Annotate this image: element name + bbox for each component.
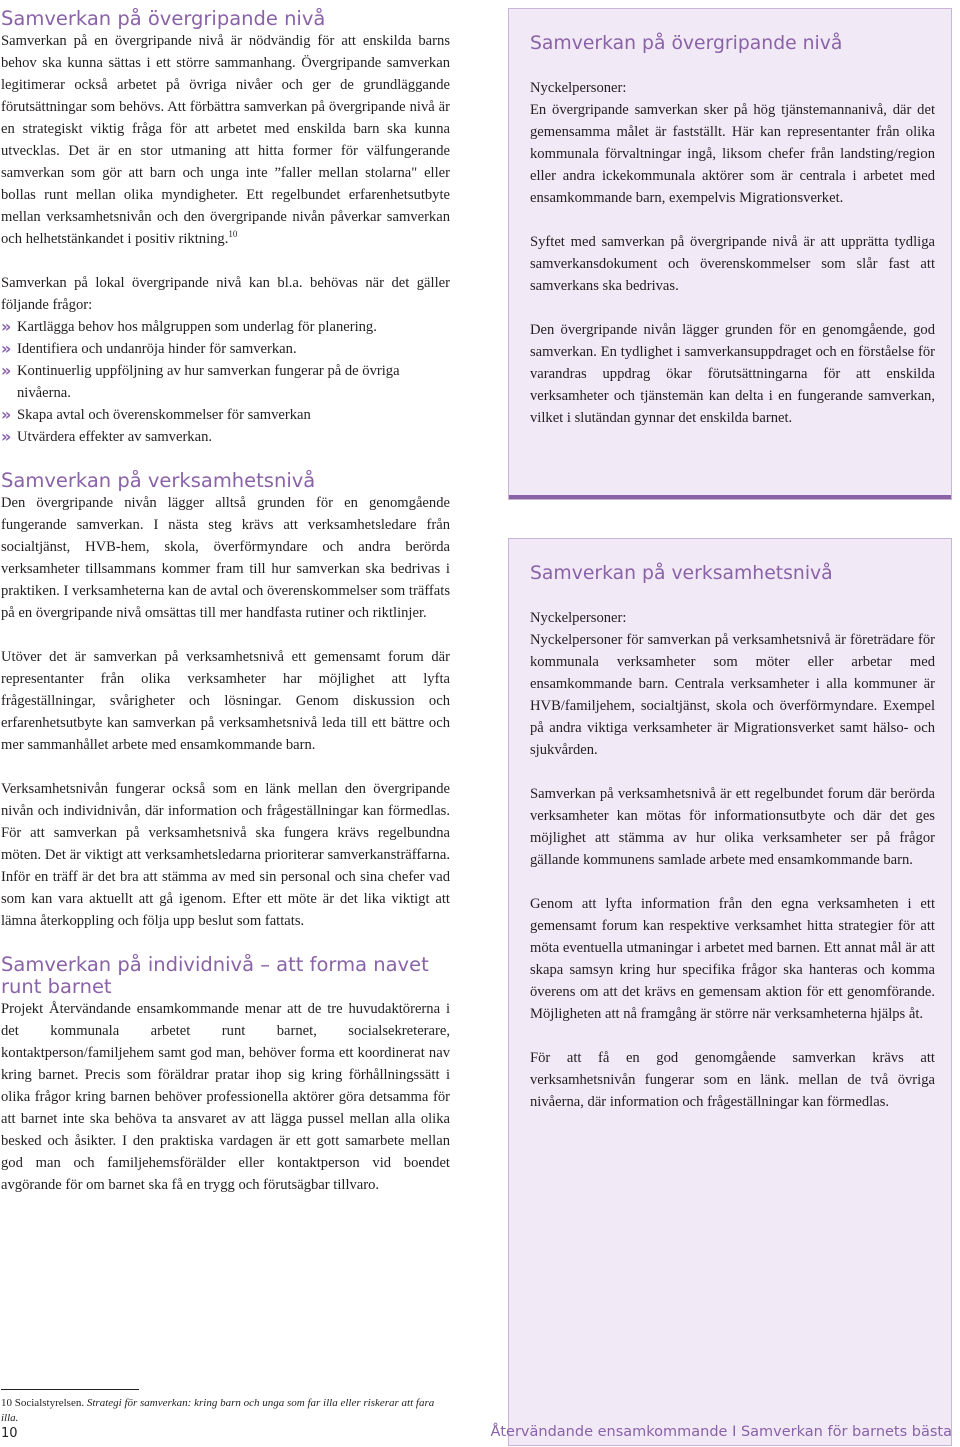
factbox-overgripande bbox=[508, 8, 952, 500]
double-chevron-icon: » bbox=[1, 361, 12, 380]
paragraph bbox=[1, 30, 450, 250]
page-number: 10 bbox=[1, 1426, 18, 1441]
list-item: » Kartlägga behov hos målgruppen som underlag för planering. bbox=[1, 317, 377, 336]
key-persons-label: Nyckelpersoner: bbox=[530, 80, 627, 96]
factbox-paragraph: En övergripande samverkan sker på hög tjänstemannanivå, där det gemensamma målet är fastställt. Här kan representanter från olika kommunala förvaltningar ingå, liksom chefer från landsting/region eller andra ickekommunala aktörer som är centrala i arbetet med ensamkommande barn, exempelvis Migrationsverket. bbox=[530, 102, 935, 206]
footnote-source: Socialstyrelsen. bbox=[14, 1397, 85, 1409]
paragraph: Verksamhetsnivån fungerar också som en länk mellan den övergripande nivån och individnivån, där information och frågeställningar kan förmedlas. För att samverkan på verksamhetsnivå ska fungera krävs regelbundna möten. Det är viktigt att verksamhetsledarna prioriterar samverkansträffarna. Inför en träff är det bra att stämma av med sin personal och sina chefer vad som kan vara aktuellt att gå igenom. Efter ett möte är det lika viktigt att lämna återkoppling och följa upp beslut som fattats. bbox=[1, 781, 450, 929]
factbox-title: Samverkan på övergripande nivå bbox=[530, 33, 843, 54]
factbox-paragraph: För att få en god genomgående samverkan krävs att verksamhetsnivån fungerar som en länk. mellan de två övriga nivåerna, där information och frågeställningar kan förmedlas. bbox=[530, 1050, 935, 1110]
factbox-title: Samverkan på verksamhetsnivå bbox=[530, 563, 833, 584]
paragraph: Den övergripande nivån lägger alltså grunden för en genomgående fungerande samverkan. I nästa steg krävs att verksamhetsledare från socialtjänst, HVB-hem, skola, överförmyndare och andra berörda verksamheter tillsammans kommer fram till hur samverkan ska bedrivas i praktiken. I verksamheterna kan de avtal och överenskommelser som träffats på en övergripande nivå omsättas till mer handfasta rutiner och riktlinjer. bbox=[1, 495, 450, 621]
double-chevron-icon: » bbox=[1, 427, 12, 446]
heading-overgripande: Samverkan på övergripande nivå bbox=[1, 7, 326, 30]
factbox-paragraph: Samverkan på verksamhetsnivå är ett regelbundet forum där berörda verksamheter kan mötas för informationsutbyte och där det ges möjlighet att stämma av hur olika verksamheter ser på frågor gällande kommunens samlade arbete med ensamkommande barn. bbox=[530, 786, 935, 868]
factbox-paragraph: Syftet med samverkan på övergripande nivå är att upprätta tydliga samverkansdokument och överenskommelser som slår fast att samverkans ska bedrivas. bbox=[530, 234, 935, 294]
list-item: » Skapa avtal och överenskommelser för samverkan bbox=[1, 405, 311, 424]
factbox-paragraph: Genom att lyfta information från den egna verksamheten i ett gemensamt forum kan respektive verksamhet hitta strategier för att möta eventuella utmaningar i arbetet med barnen. Ett annat mål är att skapa samsyn kring hur specifika frågor ska hanteras och komma överens om att det krävs en gemensam aktion för ett genomförande. Möjligheten att nå framgång är större när verksamheterna hjälps åt. bbox=[530, 896, 935, 1022]
key-persons-label: Nyckelpersoner: bbox=[530, 610, 627, 626]
footnote-number: 10 bbox=[1, 1397, 12, 1409]
factbox-accent-bar bbox=[509, 495, 951, 499]
main-column bbox=[1, 8, 450, 1196]
double-chevron-icon: » bbox=[1, 339, 12, 358]
factbox-paragraph: Den övergripande nivån lägger grunden för en genomgående, god samverkan. En tydlighet i samverkansuppdraget och en förståelse för varandras uppdrag ökar förutsättningarna för att enskilda verksamheter och tjänstemän kan delta i en fungerande samverkan, vilket i slutändan gynnar det enskilda barnet. bbox=[530, 322, 935, 426]
footnote bbox=[1, 1396, 451, 1426]
paragraph: Utöver det är samverkan på verksamhetsnivå ett gemensamt forum där representanter från olika verksamheter har möjlighet att lyfta frågeställningar, svårigheter och lösningar. Genom diskussion och erfarenhetsutbyte kan samverkan på verksamhetsnivå leda till ett bättre och mer sammanhållet arbete med ensamkommande barn. bbox=[1, 649, 450, 753]
double-chevron-icon: » bbox=[1, 405, 12, 424]
paragraph: Projekt Återvändande ensamkommande menar att de tre huvudaktörerna i det kommunala arbetet runt barnet, socialsekreterare, kontaktperson/familjehem samt god man, behöver forma ett koordinerat nav kring barnet. Precis som föräldrar pratar ihop sig kring förhållningssätt i olika frågor kring barnen behöver professionella aktörer göra detsamma för att barnet inte ska behöva ta ansvaret av att lägga pussel mellan alla olika besked och åsikter. I den praktiska vardagen är ett gott samarbete mellan god man och familjehemsförälder eller kontaktperson vid boendet avgörande för om barnet ska få en trygg och förutsägbar tillvaro. bbox=[1, 1001, 450, 1193]
list-item: » Identifiera och undanröja hinder för samverkan. bbox=[1, 339, 297, 358]
bullet-list bbox=[1, 316, 450, 448]
heading-individniva: Samverkan på individnivå – att forma navet runt barnet bbox=[1, 953, 429, 998]
factbox-verksamhetsniva bbox=[508, 538, 952, 1446]
footnote-title: Strategi för samverkan: kring barn och unga som far illa eller riskerar att fara illa. bbox=[1, 1397, 435, 1424]
double-chevron-icon: » bbox=[1, 317, 12, 336]
factbox-paragraph: Nyckelpersoner för samverkan på verksamhetsnivå är företrädare för kommunala verksamheter som möter eller arbetar med ensamkommande barn. Centrala verksamheter i alla kommuner är HVB/familjehem, socialtjänst, skola och överförmyndare. Exempel på andra viktiga verksamheter är Migrationsverket samt hälso- och sjukvården. bbox=[530, 632, 935, 758]
paragraph-text: Samverkan på en övergripande nivå är nödvändig för att enskilda barns behov ska kunna sättas i ett större sammanhang. Övergripande samverkan legitimerar också arbetet på övriga nivåer och ger de grundläggande förutsättningar som behövs. Att förbättra samverkan på övergripande nivå är en strategiskt viktig fråga för att arbetet med enskilda barn ska kunna utvecklas. Det är en stor utmaning att hitta former för välfungerande samverkan som gör att barn och unga inte ”faller mellan stolarna" eller bollas runt mellan olika myndigheter. Ett regelbundet erfarenhetsutbyte mellan verksamhetsnivån och den övergripande nivån påverkar samverkan och helhetstänkandet i positiv riktning. bbox=[1, 33, 450, 247]
list-item: » Kontinuerlig uppföljning av hur samverkan fungerar på de övriga nivåerna. bbox=[1, 361, 400, 401]
paragraph: Samverkan på lokal övergripande nivå kan bl.a. behövas när det gäller följande frågor: bbox=[1, 275, 450, 313]
list-item: » Utvärdera effekter av samverkan. bbox=[1, 427, 213, 446]
footnote-divider bbox=[1, 1389, 139, 1390]
running-footer: Återvändande ensamkommande I Samverkan för barnets bästa bbox=[490, 1424, 952, 1440]
heading-verksamhetsniva: Samverkan på verksamhetsnivå bbox=[1, 469, 316, 492]
footnote-ref[interactable]: 10 bbox=[228, 229, 238, 239]
